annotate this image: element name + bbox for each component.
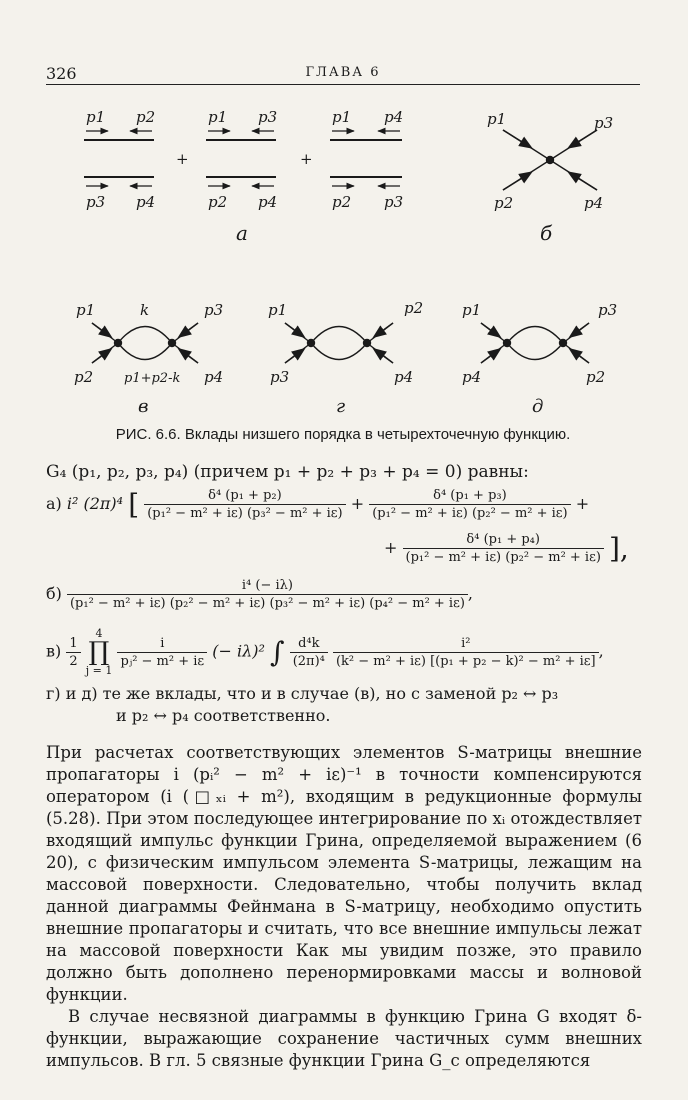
page-number: 326 bbox=[46, 64, 77, 83]
panel-b-tl: p1 bbox=[487, 110, 507, 128]
panel-v-tr: p3 bbox=[204, 301, 224, 319]
panel-d-tr: p3 bbox=[598, 301, 618, 319]
formula-v-f2: $\frac{\text{d⁴k}}{\text{(2π)⁴}}$ bbox=[290, 636, 328, 669]
formula-v-f3: $\frac{\text{i²}}{\text{(k² − m² + iε) [(p₁ + p₂ − k)² − m² + iε]}}$ bbox=[333, 636, 599, 669]
panel-g-br: p4 bbox=[394, 368, 414, 386]
formula-a-term1 bbox=[144, 488, 345, 521]
panel-a-plus-1: + bbox=[176, 150, 189, 168]
formula-a-line1: а) i² (2π)⁴ [ $\frac{\text{δ⁴ (p₁ + p₂)}}{\text{(p₁² − m² + iε) (p₃² − m² + iε)}}$ + $\frac{\text{δ⁴ (p₁ + p₃)}}{\text{(p₁² − m² + iε) (p₂² − m² + iε)}}$ + bbox=[46, 488, 590, 521]
panel-a-g1-bottom-right: p4 bbox=[136, 193, 156, 211]
panel-v bbox=[92, 323, 198, 363]
panel-b-label: б bbox=[540, 221, 553, 245]
panel-a-g1-bottom-left: p3 bbox=[86, 193, 106, 211]
formula-intro: G₄ (p₁, p₂, p₃, p₄) (причем p₁ + p₂ + p₃ + p₄ = 0) равны: bbox=[46, 462, 529, 482]
formula-a-prefix: i² (2π)⁴ bbox=[66, 494, 124, 513]
formula-a-label: а) bbox=[46, 494, 62, 513]
formula-v: в) $\frac{1}{2}$ 4 ∏ j = 1 $\frac{i}{\text{pⱼ² − m² + iε}}$ (− iλ)² ∫ $\frac{\text{d⁴k}}{\text{(2π)⁴}}$ $\frac{\text{i²}}{\text{(k² − m² + iε) [(p₁ + p₂ − k)² − m² + iε]}}$ , bbox=[46, 627, 604, 677]
panel-b bbox=[503, 130, 597, 190]
panel-a-group-2 bbox=[206, 131, 276, 186]
formula-b-fraction bbox=[67, 578, 468, 611]
formula-b-num: i⁴ (− iλ) bbox=[67, 578, 468, 595]
formula-a-term2 bbox=[369, 488, 570, 521]
panel-a-g2-bottom-left: p2 bbox=[208, 193, 228, 211]
panel-a-plus-2: + bbox=[300, 150, 313, 168]
formula-a-term3-den: (p₁² − m² + iε) (p₂² − m² + iε) bbox=[405, 550, 601, 565]
panel-d-bl: p4 bbox=[462, 368, 482, 386]
formula-gd-line2: и p₂ ↔ p₄ соответственно. bbox=[116, 706, 331, 725]
panel-a-group-3 bbox=[330, 131, 402, 186]
formula-gd-line1: г) и д) те же вклады, что и в случае (в), но с заменой p₂ ↔ p₃ bbox=[46, 684, 559, 703]
panel-g bbox=[285, 323, 393, 363]
formula-a-term2-den: (p₁² − m² + iε) (p₂² − m² + iε) bbox=[372, 506, 568, 521]
formula-b-den: (p₁² − m² + iε) (p₂² − m² + iε) (p₃² − m² + iε) (p₄² − m² + iε) bbox=[69, 596, 465, 611]
panel-a-g2-top-left: p1 bbox=[208, 108, 228, 126]
formula-a-term1-num: δ⁴ (p₁ + p₂) bbox=[144, 488, 345, 505]
panel-d bbox=[481, 323, 589, 363]
formula-b: б) i⁴ (− iλ) (p₁² − m² + iε) (p₂² − m² + iε) (p₃² − m² + iε) (p₄² − m² + iε) , bbox=[46, 578, 473, 611]
panel-v-top: k bbox=[140, 301, 150, 319]
panel-a-label: а bbox=[236, 221, 248, 245]
formula-a-line2: + $\frac{\text{δ⁴ (p₁ + p₄)}}{\text{(p₁² − m² + iε) (p₂² − m² + iε)}}$ ], bbox=[384, 532, 629, 565]
panel-v-bottom: p1+p2-k bbox=[124, 371, 181, 386]
panel-a bbox=[84, 131, 402, 186]
formula-v-label: в) bbox=[46, 641, 62, 661]
paragraph-1: При расчетах соответствующих элементов S-матрицы внешние пропагаторы i (pᵢ² − m² + iε)⁻¹ в точности компенсируются оператором (i (□ₓᵢ + m²), входящим в редукционные формулы (5.28). При этом последующее интегрирование по xᵢ отождествляет входящий импульс функции Грина, определяемой выражением (6 20), с физическим импульсом элемента S-матрицы, лежащим на массовой поверхности. Следовательно, чтобы получить вклад данной диаграммы Фейнмана в S-матрицу, необходимо опустить внешние пропагаторы и считать, что все внешние импульсы лежат на массовой поверхности Как мы увидим позже, это правило должно быть дополнено перенормировками массы и волновой функции. bbox=[46, 743, 642, 1004]
body-text bbox=[46, 742, 642, 1072]
chapter-title: ГЛАВА 6 bbox=[305, 65, 381, 80]
panel-a-g3-top-right: p4 bbox=[384, 108, 404, 126]
panel-d-tl: p1 bbox=[462, 301, 482, 319]
panel-v-label: в bbox=[138, 396, 149, 417]
formula-a-term2-num: δ⁴ (p₁ + p₃) bbox=[369, 488, 570, 505]
formula-v-coupling: (− iλ)² bbox=[212, 641, 265, 661]
panel-d-label: д bbox=[532, 396, 544, 417]
figure-6-6 bbox=[0, 0, 688, 420]
panel-b-tr: p3 bbox=[594, 114, 614, 132]
panel-a-g3-bottom-left: p2 bbox=[332, 193, 352, 211]
panel-v-tl: p1 bbox=[76, 301, 96, 319]
formula-a-term1-den: (p₁² − m² + iε) (p₃² − m² + iε) bbox=[147, 506, 343, 521]
paragraph-2: В случае несвязной диаграммы в функцию Грина G входят δ-функции, выражающие сохранение частичных сумм внешних импульсов. В гл. 5 связные функции Грина G_c определяются bbox=[46, 1007, 642, 1070]
panel-a-g3-bottom-right: p3 bbox=[384, 193, 404, 211]
formula-b-label: б) bbox=[46, 584, 62, 603]
panel-a-g3-top-left: p1 bbox=[332, 108, 352, 126]
formula-a-term3 bbox=[403, 532, 604, 565]
panel-a-g1-top-left: p1 bbox=[86, 108, 106, 126]
formula-v-f1: $\frac{i}{\text{pⱼ² − m² + iε}}$ bbox=[117, 636, 207, 669]
panel-g-bl: p3 bbox=[270, 368, 290, 386]
formula-v-half: $\frac{1}{2}$ bbox=[66, 636, 80, 669]
panel-a-g2-bottom-right: p4 bbox=[258, 193, 278, 211]
panel-g-tl: p1 bbox=[268, 301, 288, 319]
panel-a-group-1 bbox=[84, 131, 154, 186]
formula-a-term3-num: δ⁴ (p₁ + p₄) bbox=[403, 532, 604, 549]
panel-a-g2-top-right: p3 bbox=[258, 108, 278, 126]
panel-a-g1-top-right: p2 bbox=[136, 108, 156, 126]
formula-v-product: 4 ∏ j = 1 bbox=[85, 627, 113, 677]
panel-b-bl: p2 bbox=[494, 194, 514, 212]
panel-b-br: p4 bbox=[584, 194, 604, 212]
panel-g-label: г bbox=[336, 396, 346, 417]
panel-v-br: p4 bbox=[204, 368, 224, 386]
panel-g-tr: p2 bbox=[404, 299, 424, 317]
panel-v-bl: p2 bbox=[74, 368, 94, 386]
figure-caption: РИС. 6.6. Вклады низшего порядка в четырехточечную функцию. bbox=[115, 426, 571, 443]
panel-d-br: p2 bbox=[586, 368, 606, 386]
